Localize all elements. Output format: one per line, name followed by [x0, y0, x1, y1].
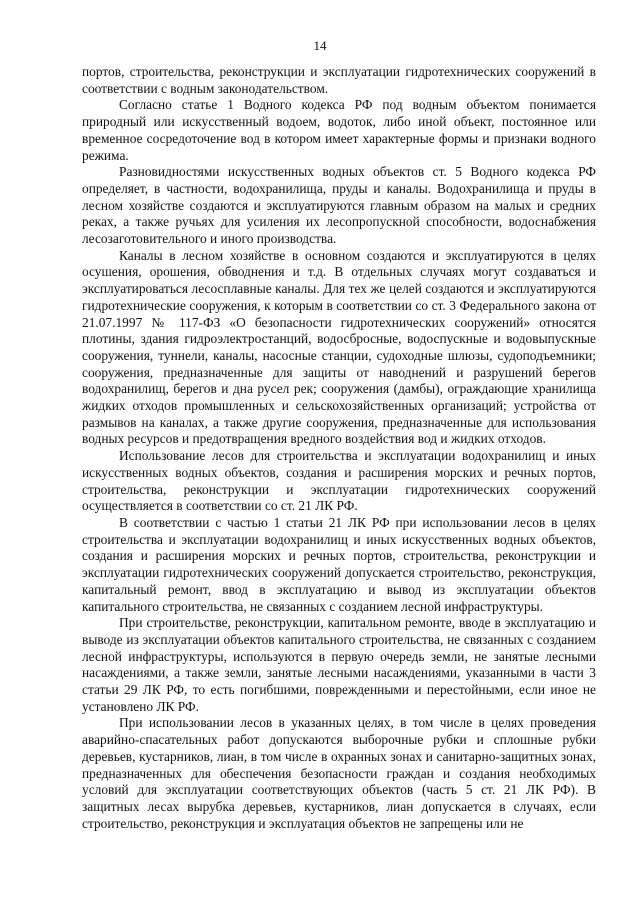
body-text [82, 64, 596, 832]
paragraph-construction: При строительстве, реконструкции, капитальном ремонте, вводе в эксплуатацию и выводе из эксплуатации объектов капитального строительства, не связанных с созданием лесной инфраструктуры, используются в первую очередь земли, не занятые лесными насаждениями, а также земли, занятые лесными насаждениями, указанными в части 3 статьи 29 ЛК РФ, то есть погибшими, поврежденными и перестойными, если иное не установлено ЛК РФ. [82, 615, 596, 714]
paragraph-artificial-water-objects: Разновидностями искусственных водных объектов ст. 5 Водного кодекса РФ определяет, в частности, водохранилища, пруды и каналы. Водохранилища и пруды в лесном хозяйстве создаются и эксплуатируются главным образом на малых и средних реках, а также ручьях для усиления их лесопропускной способности, водоснабжения лесозаготовительного и иного производства. [82, 164, 596, 247]
paragraph-continuation: портов, строительства, реконструкции и эксплуатации гидротехнических сооружений в соответствии с водным законодательством. [82, 64, 596, 96]
paragraph-water-object-definition: Согласно статье 1 Водного кодекса РФ под водным объектом понимается природный или искусственный водоем, водоток, либо иной объект, постоянное или временное сосредоточение вод в котором имеет характерные формы и признаки водного режима. [82, 97, 596, 163]
paragraph-article-21-part-1: В соответствии с частью 1 статьи 21 ЛК РФ при использовании лесов в целях строительства и эксплуатации водохранилищ и иных искусственных водных объектов, создания и расширения морских и речных портов, строительства, реконструкции и эксплуатации гидротехнических сооружений допускается строительство, реконструкция, капитальный ремонт, ввод в эксплуатацию и вывод из эксплуатации объектов капитального строительства, не связанных с созданием лесной инфраструктуры. [82, 514, 596, 614]
paragraph-forest-use: Использование лесов для строительства и эксплуатации водохранилищ и иных искусственных водных объектов, создания и расширения морских и речных портов, строительства, реконструкции и эксплуатации гидротехнических сооружений осуществляется в соответствии со ст. 21 ЛК РФ. [82, 448, 596, 514]
page-number: 14 [313, 38, 327, 53]
paragraph-canals: Каналы в лесном хозяйстве в основном создаются и эксплуатируются в целях осушения, орошения, обводнения и т.д. В отдельных случаях могут создаваться и эксплуатироваться лесосплавные каналы. Для тех же целей создаются и эксплуатируются гидротехнические сооружения, к которым в соответствии со ст. 3 Федерального закона от 21.07.1997 № 117-ФЗ «О безопасности гидротехнических сооружений» относятся плотины, здания гидроэлектростанций, водосбросные, водоспускные и водовыпускные сооружения, туннели, каналы, насосные станции, судоходные шлюзы, судоподъемники; сооружения, предназначенные для защиты от наводнений и разрушений берегов водохранилищ, берегов и дна русел рек; сооружения (дамбы), ограждающие хранилища жидких отходов промышленных и сельскохозяйственных организаций; устройства от размывов на каналах, а также другие сооружения, предназначенные для использования водных ресурсов и предотвращения вредного воздействия вод и жидких отходов. [82, 247, 596, 447]
paragraph-felling: При использовании лесов в указанных целях, в том числе в целях проведения аварийно-спасательных работ допускаются выборочные рубки и сплошные рубки деревьев, кустарников, лиан, в том числе в охранных зонах и санитарно-защитных зонах, предназначенных для обеспечения безопасности граждан и создания необходимых условий для эксплуатации соответствующих объектов (часть 5 ст. 21 ЛК РФ). В защитных лесах вырубка деревьев, кустарников, лиан допускается в случаях, если строительство, реконструкция и эксплуатация объектов не запрещены или не [82, 715, 596, 831]
